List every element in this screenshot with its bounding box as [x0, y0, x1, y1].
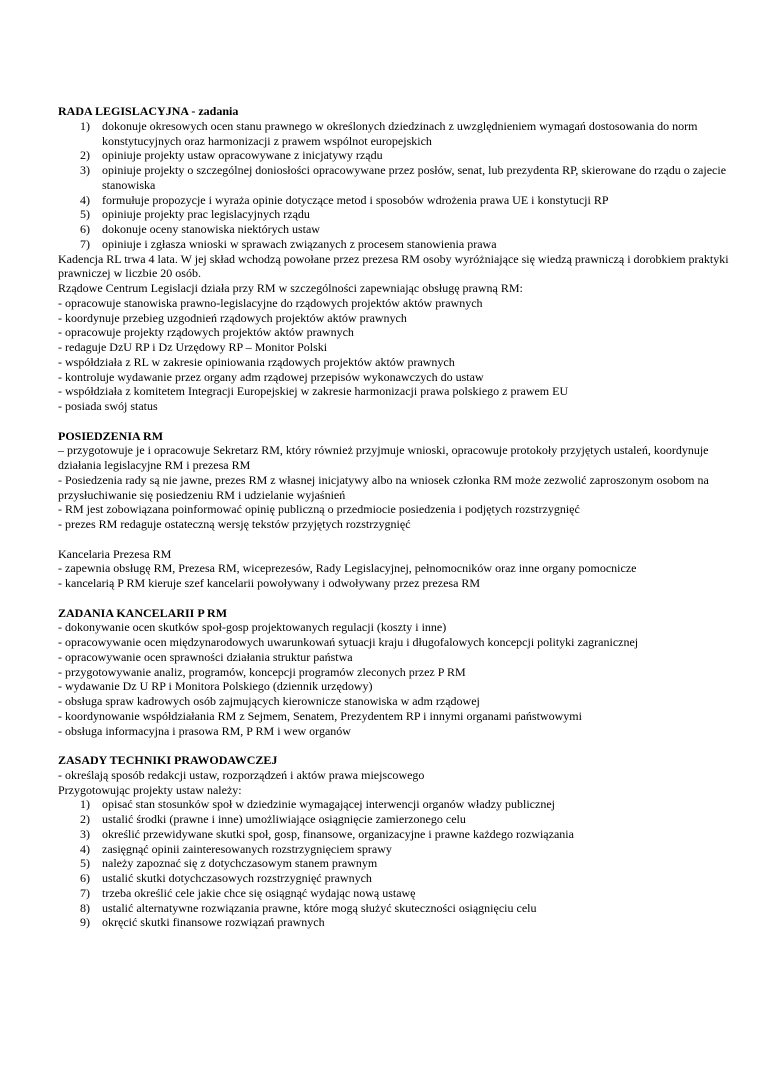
list-item: - dokonywanie ocen skutków społ-gosp projektowanych regulacji (koszty i inne)	[58, 620, 447, 635]
list-item: - posiada swój status	[58, 399, 158, 413]
list-item: 4) formułuje propozycje i wyraża opinie dotyczące metod i sposobów wdrożenia prawa UE i konstytucji RP	[80, 192, 609, 207]
list-item: - kontroluje wydawanie przez organy adm rządowej przepisów wykonawczych do ustaw	[58, 369, 484, 384]
list-item: 7) opiniuje i zgłasza wnioski w sprawach związanych z procesem stanowienia prawa	[80, 236, 497, 251]
rada-task-list	[58, 119, 738, 252]
list-item: - obsługa informacyjna i prasowa RM, P RM i wew organów	[58, 723, 351, 738]
list-item: 6) dokonuje oceny stanowiska niektórych ustaw	[80, 222, 320, 236]
list-item: 5) opiniuje projekty prac legislacyjnych rządu	[80, 207, 310, 222]
list-item: - koordynowanie współdziałania RM z Sejmem, Senatem, Prezydentem RP i innymi organami państwowymi	[58, 708, 582, 723]
list-item: – przygotowuje je i opracowuje Sekretarz RM, który również przyjmuje wnioski, opracowuje protokoły przyjętych ustaleń, koordynuje działania legislacyjne RM i prezesa RM	[58, 443, 709, 472]
list-item: - obsługa spraw kadrowych osób zajmujących kierownicze stanowiska w adm rządowej	[58, 694, 480, 708]
list-item: - wydawanie Dz U RP i Monitora Polskiego (dziennik urzędowy)	[58, 679, 373, 694]
list-item: 7) trzeba określić cele jakie chce się osiągnąć wydając nową ustawę	[80, 885, 416, 900]
section-heading-kancelaria: Kancelaria Prezesa RM	[58, 546, 172, 561]
list-item: 2) ustalić środki (prawne i inne) umożliwiające osiągnięcie zamierzonego celu	[80, 812, 466, 826]
list-item: - kancelarią P RM kieruje szef kancelarii powoływany i odwoływany przez prezesa RM	[58, 576, 481, 590]
section-heading-posiedzenia: POSIEDZENIA RM	[58, 428, 164, 443]
list-item: - współdziała z RL w zakresie opiniowania rządowych projektów aktów prawnych	[58, 354, 455, 369]
zasady-intro: - określają sposób redakcji ustaw, rozporządzeń i aktów prawa miejscowego	[58, 767, 425, 782]
list-item: - przygotowywanie analiz, programów, koncepcji programów zleconych przez P RM	[58, 664, 466, 679]
list-item: - Posiedzenia rady są nie jawne, prezes RM z własnej inicjatywy albo na wniosek członka RM może zezwolić zaproszonym osobom na przysłuchiwanie się posiedzeniu RM i udzielanie wyjaśnień	[58, 472, 709, 502]
list-item: 1) opisać stan stosunków społ w dziedzinie wymagającej interwencji organów władzy publicznej	[80, 797, 555, 812]
kadencja-paragraph: Kadencja RL trwa 4 lata. W jej skład wchodzą powołane przez prezesa RM osoby wyróżniające się wiedzą prawniczą i dorobkiem praktyki prawniczej w liczbie 20 osób.	[58, 251, 729, 281]
list-item: - opracowuje projekty rządowych projektów aktów prawnych	[58, 325, 354, 340]
list-item: - koordynuje przebieg uzgodnień rządowych projektów aktów prawnych	[58, 310, 407, 325]
zasady-lead: Przygotowując projekty ustaw należy:	[58, 782, 242, 797]
spacer	[58, 738, 738, 753]
list-item: 3) określić przewidywane skutki społ, gosp, finansowe, organizacyjne i prawne każdego rozwiązania	[80, 826, 574, 841]
spacer	[58, 591, 738, 606]
section-heading-zadania: ZADANIA KANCELARII P RM	[58, 605, 228, 620]
list-item: 2) opiniuje projekty ustaw opracowywane z inicjatywy rządu	[80, 148, 383, 163]
list-item: - prezes RM redaguje ostateczną wersję tekstów przyjętych rozstrzygnięć	[58, 517, 411, 531]
list-item: 5) należy zapoznać się z dotychczasowym stanem prawnym	[80, 856, 378, 871]
list-item: 1) dokonuje okresowych ocen stanu prawnego w określonych dziedzinach z uwzględnieniem wymagań dostosowania do norm konstytucyjnych oraz harmonizacji z prawem wspólnot europejskich	[80, 118, 698, 148]
list-item: - współdziała z komitetem Integracji Europejskiej w zakresie harmonizacji prawa polskiego z prawem EU	[58, 384, 569, 399]
document-page	[58, 104, 738, 930]
list-item: 3) opiniuje projekty o szczególnej doniosłości opracowywane przez posłów, senat, lub prezydenta RP, skierowane do rządu o zajecie stanowiska	[80, 163, 727, 192]
list-item: - opracowywanie ocen sprawności działania struktur państwa	[58, 649, 353, 664]
spacer	[58, 414, 738, 429]
list-item: - redaguje DzU RP i Dz Urzędowy RP – Monitor Polski	[58, 340, 328, 354]
list-item: - opracowywanie ocen międzynarodowych uwarunkowań sytuacji kraju i długofalowych koncepcji polityki zagranicznej	[58, 635, 639, 649]
list-item: - zapewnia obsługę RM, Prezesa RM, wiceprezesów, Rady Legislacyjnej, pełnomocników oraz inne organy pomocnicze	[58, 561, 637, 576]
section-heading-rada: RADA LEGISLACYJNA - zadania	[58, 104, 239, 118]
list-item: 6) ustalić skutki dotychczasowych rozstrzygnięć prawnych	[80, 871, 372, 885]
zasady-list	[58, 797, 738, 930]
list-item: - RM jest zobowiązana poinformować opinię publiczną o przedmiocie posiedzenia i podjętych rozstrzygnięć	[58, 502, 580, 517]
spacer	[58, 532, 738, 547]
centrum-paragraph: Rządowe Centrum Legislacji działa przy RM w szczególności zapewniając obsługę prawną RM:	[58, 281, 523, 295]
list-item: 4) zasięgnąć opinii zainteresowanych rozstrzygnięciem sprawy	[80, 841, 392, 856]
list-item: 8) ustalić alternatywne rozwiązania prawne, które mogą służyć skuteczności osiągnięciu celu	[80, 900, 537, 915]
section-heading-zasady: ZASADY TECHNIKI PRAWODAWCZEJ	[58, 753, 278, 767]
list-item: 9) okręcić skutki finansowe rozwiązań prawnych	[80, 915, 325, 930]
list-item: - opracowuje stanowiska prawno-legislacyjne do rządowych projektów aktów prawnych	[58, 295, 483, 310]
